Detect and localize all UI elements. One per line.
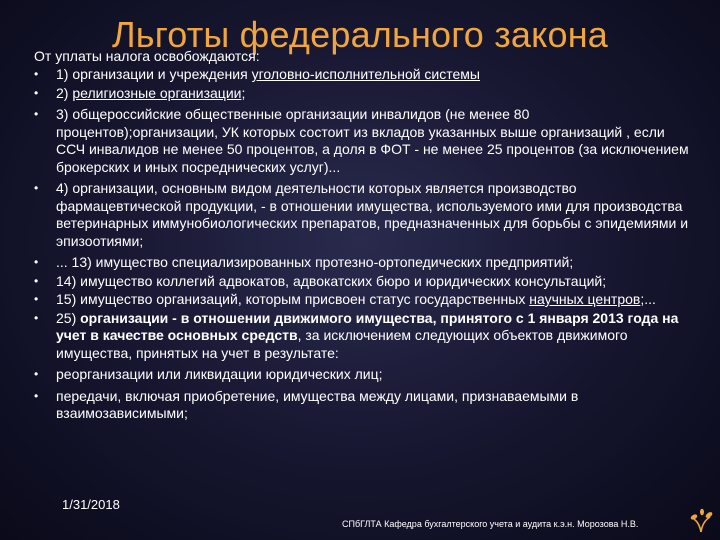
list-item-text: реорганизации или ликвидации юридических лиц; bbox=[56, 366, 383, 382]
bullet-icon: • bbox=[34, 310, 39, 325]
bullet-icon: • bbox=[34, 292, 39, 306]
list-item bbox=[34, 388, 694, 423]
list-item bbox=[34, 254, 694, 272]
intro-text: От уплаты налога освобождаются: bbox=[34, 48, 260, 64]
list-item bbox=[34, 66, 694, 84]
list-item bbox=[34, 310, 694, 363]
bullet-icon: • bbox=[34, 388, 39, 403]
list-item-text: организации - в отношении движимого имущества, принятого с 1 января 2013 года на учет в качестве основных средств bbox=[56, 309, 679, 343]
bullet-icon: • bbox=[34, 367, 39, 381]
list-item-text: уголовно-исполнительной системы bbox=[251, 66, 480, 82]
list-item bbox=[34, 273, 694, 291]
list-item bbox=[34, 366, 694, 384]
bullet-icon: • bbox=[34, 107, 39, 121]
bullet-icon: • bbox=[34, 67, 39, 81]
list-item bbox=[34, 106, 694, 176]
list-item bbox=[34, 291, 694, 309]
bullet-icon: • bbox=[34, 255, 39, 269]
list-item-text: религиозные организации bbox=[72, 84, 242, 101]
list-item bbox=[34, 85, 694, 103]
list-item-text: 25) bbox=[56, 309, 81, 326]
list-item-text: ... 13) имущество специализированных протезно-ортопедических предприятий; bbox=[56, 254, 574, 270]
slide-date: 1/31/2018 bbox=[62, 497, 120, 512]
list-item-text: ;... bbox=[640, 291, 656, 307]
list-item-text: 3) общероссийские общественные организации инвалидов (не менее 80 процентов);организации, УК которых состоит из вкладов указанных выше организаций , если ССЧ инвалидов не менее 50 процентов, а доля в ФОТ - не менее 25 процентов (за исключением брокерских и иных посреднических услуг)... bbox=[56, 106, 689, 175]
bullet-icon: • bbox=[34, 181, 39, 195]
list-item-text: 2) bbox=[56, 84, 73, 101]
list-item-text: 14) имущество коллегий адвокатов, адвокатских бюро и юридических консультаций; bbox=[56, 272, 607, 289]
list-item bbox=[34, 180, 694, 250]
footer-credit: СПбГЛТА Кафедра бухгалтерского учета и аудита к.э.н. Морозова Н.В. bbox=[342, 519, 639, 529]
bullet-icon: • bbox=[34, 85, 39, 100]
list-item-text: 1) организации и учреждения bbox=[56, 66, 252, 82]
list-item-text: 4) организации, основным видом деятельности которых является производство фармацевтической продукции, - в отношении имущества, используемого ими для производства ветеринарных иммунобиологических препаратов, предназначенных для борьбы с эпидемиями и эпизоотиями; bbox=[56, 180, 689, 249]
bullet-icon: • bbox=[34, 273, 39, 288]
list-item-text: ; bbox=[241, 84, 246, 101]
list-item-text: научных центров bbox=[529, 291, 641, 307]
slide-title: Льготы федерального закона bbox=[111, 14, 609, 55]
list-item-text: , за исключением следующих объектов движимого имущества, принятых на учет в результате: bbox=[56, 327, 628, 361]
leaf-sprout-icon bbox=[688, 508, 714, 534]
list-item-text: передачи, включая приобретение, имущества между лицами, признаваемыми в взаимозависимыми; bbox=[56, 387, 579, 421]
exemption-list bbox=[34, 66, 694, 427]
list-item-text: 15) имущество организаций, которым присвоен статус государственных bbox=[56, 291, 530, 307]
